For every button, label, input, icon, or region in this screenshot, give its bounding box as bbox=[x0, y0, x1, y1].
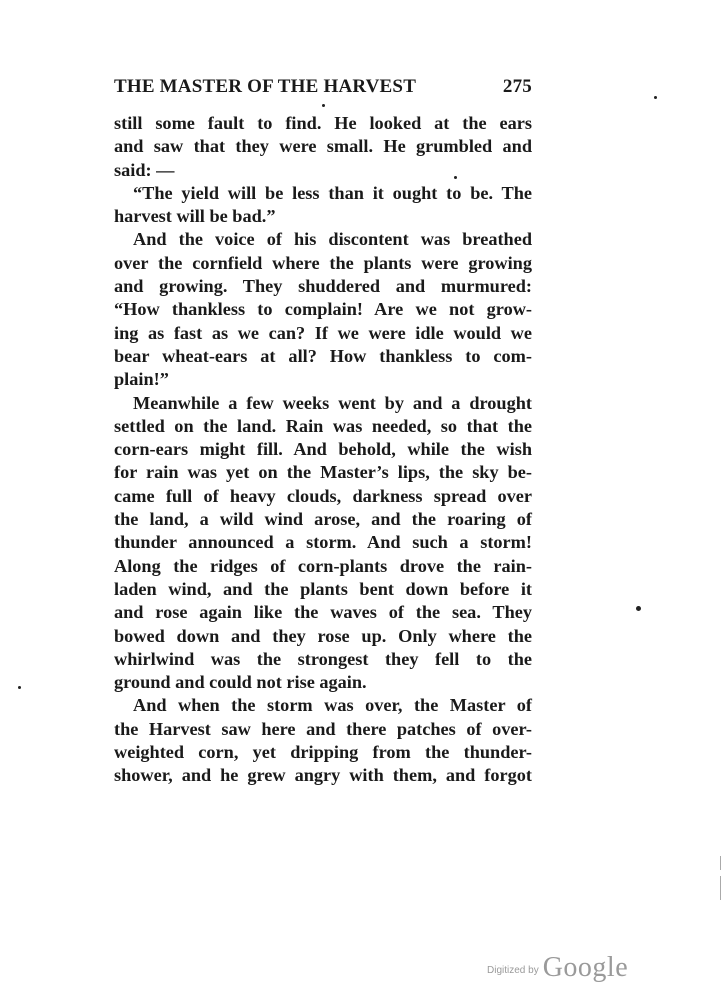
text-line: bowed down and they rose up. Only where the bbox=[114, 625, 532, 646]
text-line: and growing. They shuddered and murmured: bbox=[114, 276, 532, 297]
text-line: came full of heavy clouds, darkness spread over bbox=[114, 485, 532, 506]
text-line: thunder announced a storm. And such a storm! bbox=[114, 532, 532, 553]
scan-speck bbox=[454, 176, 457, 179]
text-line: for rain was yet on the Master’s lips, the sky be- bbox=[114, 462, 532, 483]
text-line: “How thankless to complain! Are we not grow- bbox=[114, 299, 532, 320]
text-line: ground and could not rise again. bbox=[114, 672, 367, 693]
text-line: plain!” bbox=[114, 369, 169, 390]
text-line: said: — bbox=[114, 159, 175, 180]
text-line: still some fault to find. He looked at the ears bbox=[114, 113, 532, 133]
text-line: And the voice of his discontent was breathed bbox=[133, 229, 532, 250]
digitized-watermark bbox=[487, 952, 628, 982]
text-line: settled on the land. Rain was needed, so that the bbox=[114, 415, 532, 436]
text-line: ing as fast as we can? If we were idle would we bbox=[114, 322, 532, 343]
scan-speck bbox=[654, 96, 657, 99]
text-line: corn-ears might fill. And behold, while the wish bbox=[114, 439, 532, 460]
text-line: and rose again like the waves of the sea. They bbox=[114, 602, 532, 623]
text-line: Along the ridges of corn-plants drove the rain- bbox=[114, 555, 532, 576]
scan-edge-line bbox=[720, 876, 721, 900]
text-line: laden wind, and the plants bent down before it bbox=[114, 578, 532, 599]
scan-speck bbox=[322, 104, 325, 107]
body-text bbox=[114, 112, 532, 788]
text-line: the land, a wild wind arose, and the roaring of bbox=[114, 509, 532, 530]
text-line: And when the storm was over, the Master of bbox=[133, 695, 532, 716]
text-line: harvest will be bad.” bbox=[114, 206, 276, 227]
running-head-title: THE MASTER OF THE HARVEST bbox=[114, 76, 417, 97]
text-line: shower, and he grew angry with them, and forgot bbox=[114, 765, 532, 786]
text-line: weighted corn, yet dripping from the thunder- bbox=[114, 742, 532, 763]
text-line: over the cornfield where the plants were growing bbox=[114, 252, 532, 273]
text-line: Meanwhile a few weeks went by and a drought bbox=[133, 392, 532, 413]
text-line: whirlwind was the strongest they fell to the bbox=[114, 648, 532, 669]
text-line: the Harvest saw here and there patches of over- bbox=[114, 718, 532, 739]
text-line: and saw that they were small. He grumbled and bbox=[114, 136, 532, 157]
watermark-prefix: Digitized by bbox=[487, 965, 539, 976]
scan-speck bbox=[636, 606, 641, 611]
scan-edge-line bbox=[720, 856, 721, 870]
page-number: 275 bbox=[502, 76, 532, 97]
watermark-brand: Google bbox=[542, 952, 629, 983]
running-head bbox=[114, 76, 532, 102]
scan-speck bbox=[18, 686, 21, 689]
text-line: bear wheat-ears at all? How thankless to com- bbox=[114, 345, 532, 366]
text-line: “The yield will be less than it ought to be. The bbox=[133, 182, 532, 203]
